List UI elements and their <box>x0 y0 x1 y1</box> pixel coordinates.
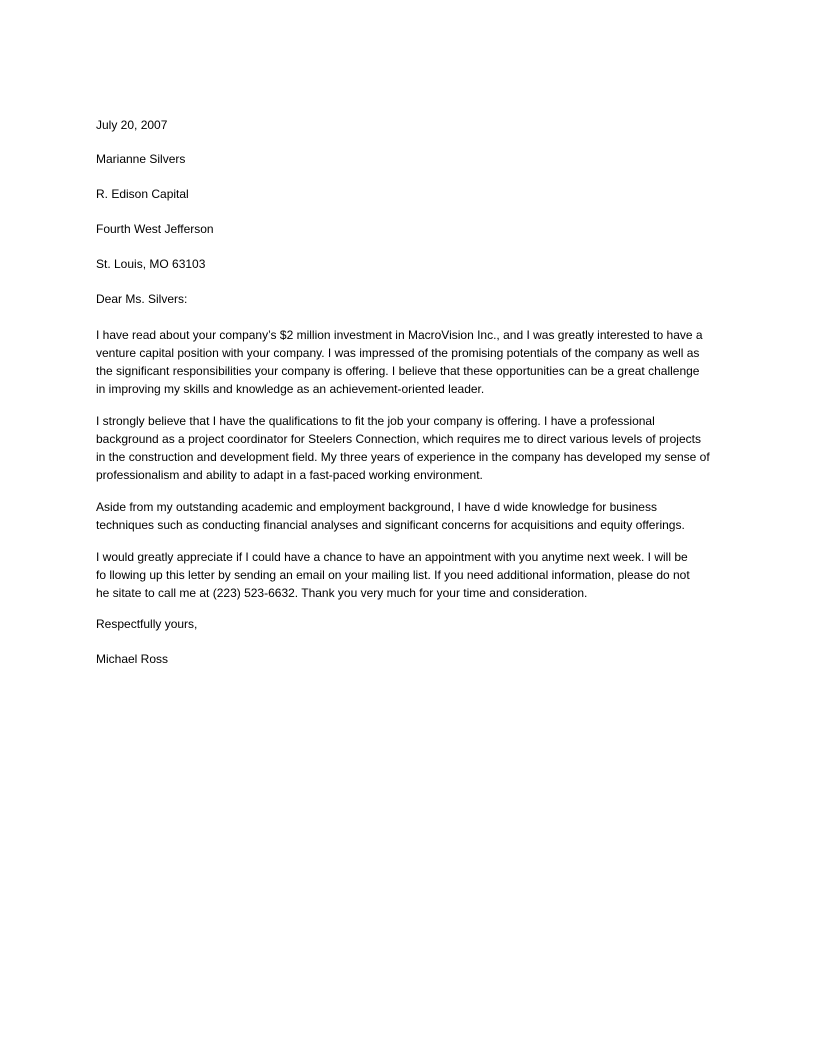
paragraph-line: he sitate to call me at (223) 523-6632. Thank you very much for your time and consideration. <box>96 586 588 600</box>
recipient-street: Fourth West Jefferson <box>96 222 214 236</box>
paragraph-line: I have read about your company’s $2 million investment in MacroVision Inc., and I was greatly interested to have a <box>96 328 703 342</box>
recipient-company: R. Edison Capital <box>96 187 189 201</box>
signature-name: Michael Ross <box>96 652 169 666</box>
paragraph-1 <box>96 326 726 398</box>
paragraph-4 <box>96 548 726 602</box>
recipient-name: Marianne Silvers <box>96 152 186 166</box>
paragraph-3 <box>96 498 726 534</box>
closing: Respectfully yours, <box>96 617 198 631</box>
paragraph-line: Aside from my outstanding academic and employment background, I have d wide knowledge for business <box>96 500 657 514</box>
paragraph-line: I would greatly appreciate if I could have a chance to have an appointment with you anytime next week. I will be <box>96 550 688 564</box>
paragraph-2 <box>96 412 726 484</box>
paragraph-line: professionalism and ability to adapt in a fast-paced working environment. <box>96 468 483 482</box>
salutation: Dear Ms. Silvers: <box>96 292 188 306</box>
paragraph-line: venture capital position with your company. I was impressed of the promising potentials of the company as well as <box>96 346 700 360</box>
letter-date: July 20, 2007 <box>96 118 168 132</box>
paragraph-line: I strongly believe that I have the qualifications to fit the job your company is offering. I have a professional <box>96 414 655 428</box>
recipient-city: St. Louis, MO 63103 <box>96 257 206 271</box>
paragraph-line: fo llowing up this letter by sending an email on your mailing list. If you need additional information, please do not <box>96 568 690 582</box>
paragraph-line: background as a project coordinator for Steelers Connection, which requires me to direct various levels of projects <box>96 432 701 446</box>
paragraph-line: in improving my skills and knowledge as an achievement-oriented leader. <box>96 382 485 396</box>
paragraph-line: in the construction and development field. My three years of experience in the company has developed my sense of <box>96 450 710 464</box>
paragraph-line: the significant responsibilities your company is offering. I believe that these opportunities can be a great challenge <box>96 364 700 378</box>
paragraph-line: techniques such as conducting financial analyses and significant concerns for acquisitions and equity offerings. <box>96 518 685 532</box>
letter-body <box>96 117 726 668</box>
